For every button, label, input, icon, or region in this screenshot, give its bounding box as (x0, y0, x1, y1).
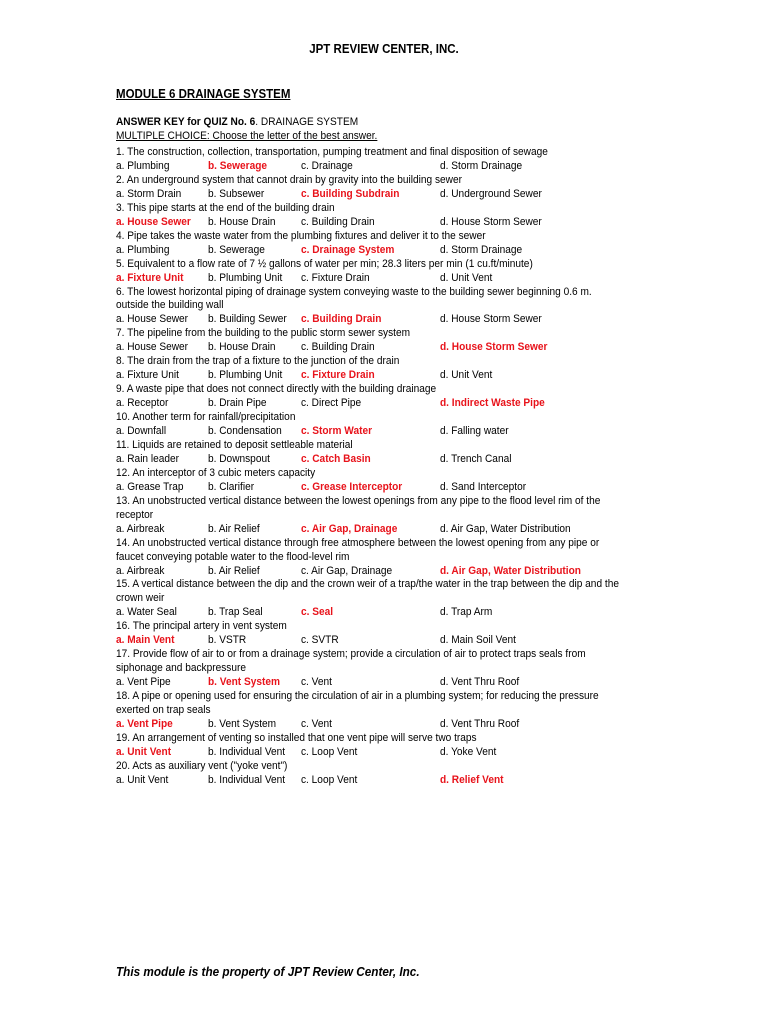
answer-options-row (0, 215, 768, 229)
answer-option: d. House Storm Sewer (440, 215, 542, 228)
question-text: 19. An arrangement of venting so installed that one vent pipe will serve two traps (116, 731, 477, 744)
answer-option: b. Air Relief (208, 522, 260, 535)
answer-option: b. Individual Vent (208, 745, 286, 758)
answer-key-subject: . DRAINAGE SYSTEM (255, 116, 359, 128)
question-text-continued: receptor (116, 508, 154, 521)
answer-option: c. Fixture Drain (301, 271, 370, 284)
answer-option: d. Sand Interceptor (440, 480, 527, 493)
answer-options-row (0, 633, 768, 647)
answer-options-row (0, 480, 768, 494)
answer-option: b. Building Sewer (208, 313, 287, 326)
answer-option: b. Individual Vent (208, 773, 286, 786)
correct-answer-option: a. Unit Vent (116, 745, 172, 758)
question-text: 5. Equivalent to a flow rate of 7 ½ gallons of water per min; 28.3 liters per min (1 cu.ft/minute) (116, 257, 533, 270)
answer-option: a. Airbreak (116, 522, 165, 535)
answer-options-row (0, 312, 768, 326)
answer-option: c. Direct Pipe (301, 397, 362, 410)
question-text-continued: faucet conveying potable water to the flood-level rim (116, 550, 350, 563)
answer-option: b. House Drain (208, 341, 276, 354)
answer-option: d. Yoke Vent (440, 745, 497, 758)
correct-answer-option: a. Fixture Unit (116, 271, 184, 284)
answer-option: d. Trench Canal (440, 452, 512, 465)
answer-option: a. Downfall (116, 425, 167, 437)
answer-options-row (0, 340, 768, 354)
answer-option: d. Storm Drainage (440, 243, 523, 256)
answer-option: b. Drain Pipe (208, 397, 267, 410)
answer-options-row (0, 271, 768, 285)
answer-options-row (0, 564, 768, 578)
question-text: 18. A pipe or opening used for ensuring the circulation of air in a plumbing system; for reducing the pressure (116, 690, 599, 703)
answer-option: b. Plumbing Unit (208, 271, 283, 284)
answer-option: d. Air Gap, Water Distribution (440, 522, 571, 535)
question-text: 7. The pipeline from the building to the public storm sewer system (116, 327, 411, 340)
answer-option: a. Unit Vent (116, 773, 169, 786)
answer-option: a. Storm Drain (116, 187, 182, 200)
correct-answer-option: c. Fixture Drain (301, 369, 375, 382)
question-text: 14. An unobstructed vertical distance through free atmosphere between the lowest opening from any pipe or (116, 536, 600, 549)
correct-answer-option: a. House Sewer (116, 215, 191, 228)
question-text: 15. A vertical distance between the dip and the crown weir of a trap/the water in the trap between the dip and the (116, 578, 619, 591)
correct-answer-option: d. Indirect Waste Pipe (440, 397, 545, 410)
answer-option: c. Drainage (301, 159, 353, 172)
correct-answer-option: c. Drainage System (301, 243, 395, 256)
answer-option: b. House Drain (208, 215, 276, 228)
correct-answer-option: d. Relief Vent (440, 773, 504, 786)
answer-options-row (0, 605, 768, 619)
answer-option: d. Falling water (440, 425, 509, 437)
answer-options-row (0, 243, 768, 257)
question-text: 20. Acts as auxiliary vent ("yoke vent") (116, 759, 288, 772)
answer-option: b. Trap Seal (208, 606, 263, 619)
answer-option: d. Unit Vent (440, 369, 493, 382)
answer-option: b. Sewerage (208, 243, 265, 256)
correct-answer-option: a. Main Vent (116, 634, 175, 647)
answer-option: c. SVTR (301, 634, 339, 647)
answer-option: c. Loop Vent (301, 745, 358, 758)
answer-option: d. Vent Thru Roof (440, 676, 520, 689)
answer-option: d. House Storm Sewer (440, 313, 542, 326)
answer-option: a. House Sewer (116, 313, 189, 326)
answer-option: d. Main Soil Vent (440, 634, 516, 647)
answer-options-row (0, 717, 768, 731)
question-text-continued: crown weir (116, 592, 165, 605)
answer-option: a. Vent Pipe (116, 676, 171, 689)
answer-option: b. Plumbing Unit (208, 369, 283, 382)
answer-option: a. Water Seal (116, 606, 177, 619)
correct-answer-option: c. Air Gap, Drainage (301, 522, 398, 535)
question-text: 3. This pipe starts at the end of the building drain (116, 201, 335, 214)
answer-option: d. Trap Arm (440, 606, 493, 619)
answer-option: b. Condensation (208, 425, 282, 437)
question-text-continued: outside the building wall (116, 299, 224, 312)
answer-option: c. Loop Vent (301, 773, 358, 786)
answer-option: c. Vent (301, 718, 332, 730)
answer-option: d. Underground Sewer (440, 187, 542, 200)
correct-answer-option: c. Catch Basin (301, 452, 371, 465)
correct-answer-option: a. Vent Pipe (116, 718, 173, 730)
correct-answer-option: b. Sewerage (208, 159, 268, 172)
answer-option: d. Storm Drainage (440, 159, 523, 172)
answer-option: c. Vent (301, 676, 332, 689)
answer-options-row (0, 745, 768, 759)
question-text: 17. Provide flow of air to or from a drainage system; provide a circulation of air to protect traps seals from (116, 648, 586, 661)
answer-options-row (0, 424, 768, 438)
question-text: 2. An underground system that cannot drain by gravity into the building sewer (116, 173, 462, 186)
answer-options-row (0, 368, 768, 382)
answer-options-row (0, 522, 768, 536)
answer-option: a. Rain leader (116, 452, 180, 465)
answer-option: d. Unit Vent (440, 271, 493, 284)
answer-option: a. Fixture Unit (116, 369, 179, 382)
correct-answer-option: b. Vent System (208, 676, 281, 689)
answer-option: b. Clarifier (208, 480, 255, 493)
correct-answer-option: c. Storm Water (301, 425, 373, 437)
answer-options-row (0, 159, 768, 173)
question-text: 10. Another term for rainfall/precipitation (116, 411, 296, 423)
answer-option: b. Air Relief (208, 564, 260, 577)
correct-answer-option: d. Air Gap, Water Distribution (440, 564, 581, 577)
question-text: 6. The lowest horizontal piping of drainage system conveying waste to the building sewer beginning 0.6 m. (116, 285, 592, 298)
question-text: 16. The principal artery in vent system (116, 620, 287, 633)
answer-key-heading (116, 116, 358, 128)
question-text: 8. The drain from the trap of a fixture to the junction of the drain (116, 355, 400, 368)
question-text: 4. Pipe takes the waste water from the plumbing fixtures and deliver it to the sewer (116, 229, 486, 242)
correct-answer-option: c. Grease Interceptor (301, 480, 403, 493)
question-text: 11. Liquids are retained to deposit settleable material (116, 438, 353, 451)
question-text-continued: exerted on trap seals (116, 704, 211, 716)
question-text-continued: siphonage and backpressure (116, 662, 246, 675)
answer-options-row (0, 187, 768, 201)
correct-answer-option: c. Building Drain (301, 313, 382, 326)
answer-options-row (0, 675, 768, 689)
question-text: 1. The construction, collection, transportation, pumping treatment and final disposition of sewage (116, 146, 548, 158)
answer-option: b. Downspout (208, 452, 270, 465)
module-title: MODULE 6 DRAINAGE SYSTEM (116, 87, 291, 101)
answer-key-label: ANSWER KEY for QUIZ No. 6 (116, 116, 256, 128)
question-text: 12. An interceptor of 3 cubic meters capacity (116, 466, 316, 479)
answer-option: d. Vent Thru Roof (440, 718, 520, 730)
question-text: 13. An unobstructed vertical distance between the lowest openings from any pipe to the flood level rim of the (116, 494, 601, 507)
answer-option: b. Vent System (208, 718, 277, 730)
answer-option: a. House Sewer (116, 341, 189, 354)
answer-option: c. Air Gap, Drainage (301, 564, 393, 577)
answer-option: c. Building Drain (301, 215, 375, 228)
answer-options-row (0, 396, 768, 410)
correct-answer-option: c. Seal (301, 606, 334, 619)
answer-option: a. Receptor (116, 397, 169, 410)
answer-option: b. VSTR (208, 634, 247, 647)
answer-options-row (0, 773, 768, 787)
instructions: MULTIPLE CHOICE: Choose the letter of the best answer. (116, 130, 378, 142)
correct-answer-option: c. Building Subdrain (301, 187, 400, 200)
answer-option: a. Plumbing (116, 159, 170, 172)
answer-option: a. Grease Trap (116, 480, 184, 493)
answer-option: b. Subsewer (208, 187, 265, 200)
correct-answer-option: d. House Storm Sewer (440, 341, 548, 354)
answer-option: a. Plumbing (116, 243, 170, 256)
answer-option: c. Building Drain (301, 341, 375, 354)
answer-options-row (0, 452, 768, 466)
question-text: 9. A waste pipe that does not connect directly with the building drainage (116, 383, 437, 396)
organization-header: JPT REVIEW CENTER, INC. (309, 42, 459, 56)
answer-option: a. Airbreak (116, 564, 165, 577)
footer-note: This module is the property of JPT Review Center, Inc. (116, 965, 420, 979)
